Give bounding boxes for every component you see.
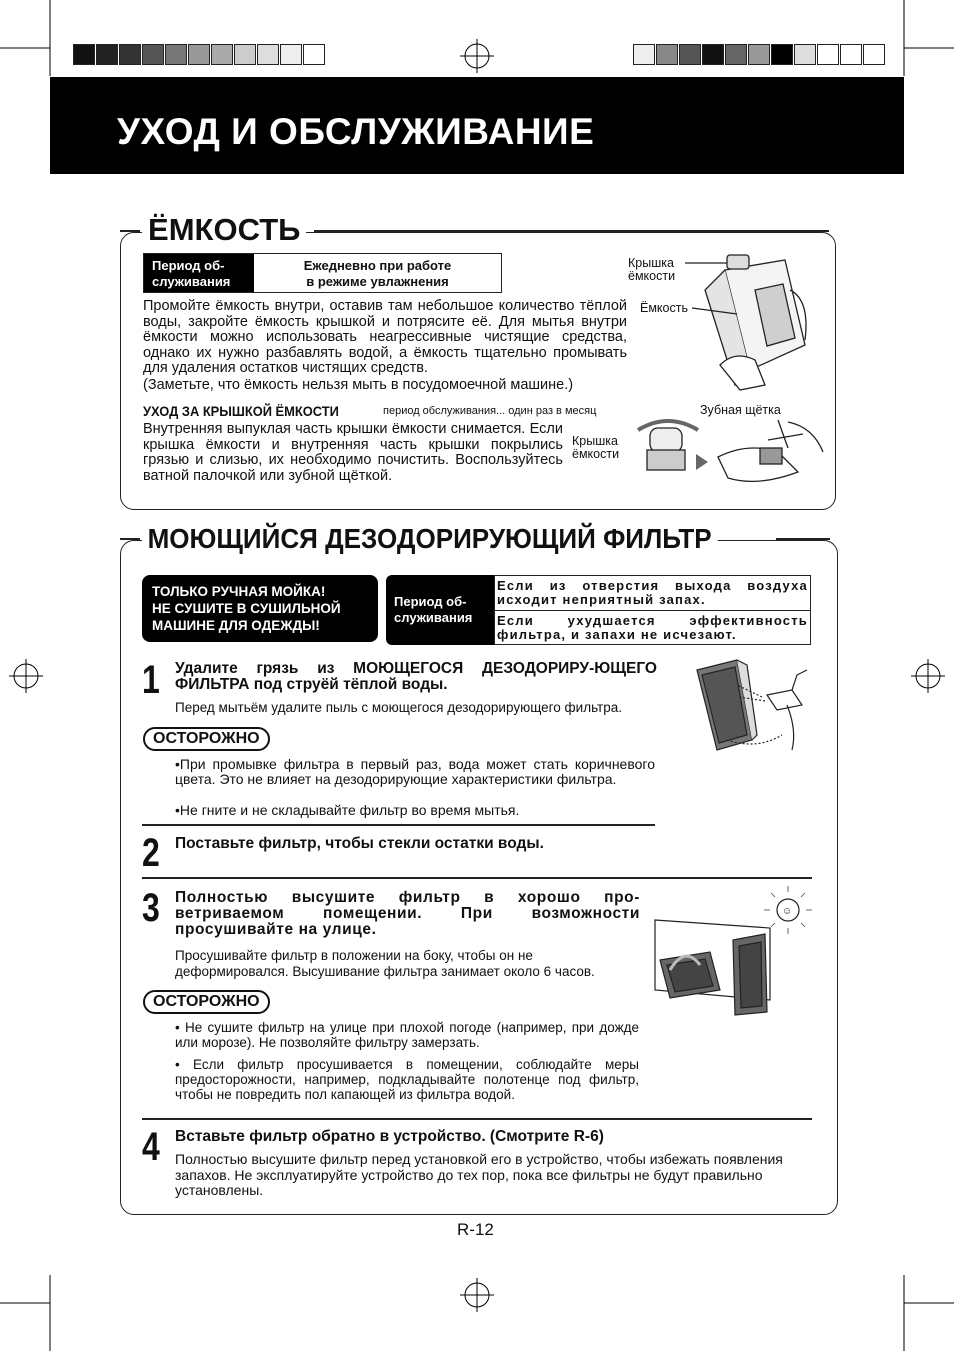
page-title: УХОД И ОБСЛУЖИВАНИЕ	[117, 111, 595, 152]
cap-heading-row	[143, 403, 643, 421]
cap-cleaning-illustration	[638, 412, 828, 492]
caution-badge-2: ОСТОРОЖНО	[143, 990, 270, 1014]
label-tank: Ёмкость	[640, 301, 688, 315]
tank-period-table	[143, 253, 502, 293]
caution-2-item-2: • Если фильтр просушивается в помещении, соблюдайте меры предосторожности, например, подкладывайте полотенце под фильтр, чтобы не повредить пол капающей из фильтра водой.	[175, 1057, 639, 1102]
step-2-number: 2	[142, 831, 160, 875]
step-1-body: Перед мытьём удалите пыль с моющегося дезодорирующего фильтра.	[175, 700, 623, 715]
period-values	[494, 575, 811, 645]
label-toothbrush: Зубная щётка	[700, 403, 781, 417]
caution-2-item-1: • Не сушите фильтр на улице при плохой погоде (например, при дожде или морозе). Не позволяйте фильтру замерзать.	[175, 1020, 639, 1050]
page-number: R-12	[457, 1220, 494, 1239]
step-2-heading: Поставьте фильтр, чтобы стекли остатки воды.	[175, 835, 544, 852]
step-4-heading: Вставьте фильтр обратно в устройство. (Смотрите R-6)	[175, 1128, 604, 1145]
cap-instructions: Внутренняя выпуклая часть крышки ёмкости снимается. Если крышка ёмкости и внутренняя часть крышки покрылись грязью и слизью, их необходимо почистить. Воспользуйтесь ватной палочкой или зубной щёткой.	[143, 421, 563, 484]
caution-badge-1: ОСТОРОЖНО	[143, 727, 270, 751]
title-rule	[120, 230, 140, 232]
svg-text:☺: ☺	[782, 906, 793, 917]
period-value-1: Если из отверстия выхода воздуха исходит неприятный запах.	[495, 576, 810, 611]
filter-section-title: МОЮЩИЙСЯ ДЕЗОДОРИРУЮЩИЙ ФИЛЬТР	[142, 522, 717, 556]
label-tank-cap: Крышка ёмкости	[628, 256, 676, 283]
step-4-number: 4	[142, 1125, 160, 1169]
cap-heading: УХОД ЗА КРЫШКОЙ ЁМКОСТИ	[143, 403, 339, 419]
step-3-heading: Полностью высушите фильтр в хорошо про-ветриваемом помещении. При возможности просушивайте на улице.	[175, 889, 640, 938]
cap-period: период обслуживания... один раз в месяц	[383, 405, 597, 417]
filter-drying-illustration	[655, 890, 815, 1020]
divider	[142, 877, 812, 879]
filter-rinse-illustration	[697, 655, 817, 755]
tank-note: (Заметьте, что ёмкость нельзя мыть в посудомоечной машине.)	[143, 377, 574, 393]
title-rule	[314, 230, 829, 232]
period-label: Период об- служивания	[144, 254, 254, 292]
page-header	[50, 77, 904, 174]
tank-illustration	[695, 250, 825, 390]
step-3-number: 3	[142, 886, 160, 930]
tank-section-title: ЁМКОСТЬ	[142, 212, 306, 248]
title-rule	[120, 538, 140, 540]
step-1-number: 1	[142, 658, 160, 702]
tank-instructions: Промойте ёмкость внутри, оставив там небольшое количество тёплой воды, закройте ёмкость крышкой и потрясите её. Для мытья внутри ёмкости можно использовать неагрессивные чистящие средства, однако их нужно разбавлять водой, а ёмкость тщательно промывать для удаления остатков чистящих средств.	[143, 298, 627, 376]
label-tank-cap-2: Крышка ёмкости	[572, 434, 620, 461]
step-3-body: Просушивайте фильтр в положении на боку, чтобы он не деформировался. Высушивание фильтра занимает около 6 часов.	[175, 948, 595, 979]
filter-period-table	[386, 575, 811, 645]
step-4-body: Полностью высушите фильтр перед установкой его в устройство, чтобы избежать появления запахов. Не эксплуатируйте устройство до тех пор, пока все фильтры не будут правильно установлены.	[175, 1151, 783, 1198]
period-value-2: Если ухудшается эффективность фильтра, и запахи не исчезают.	[497, 613, 808, 642]
caution-1-item-1: •При промывке фильтра в первый раз, вода может стать коричневого цвета. Это не влияет на дезодорирующие характеристики фильтра.	[175, 756, 655, 787]
caution-1-item-2: •Не гните и не складывайте фильтр во время мытья.	[175, 802, 520, 818]
period-label: Период об- служивания	[386, 575, 494, 645]
divider	[142, 1118, 812, 1120]
title-rule	[776, 538, 830, 540]
period-value: Ежедневно при работе в режиме увлажнения	[303, 258, 452, 289]
hand-wash-warning: ТОЛЬКО РУЧНАЯ МОЙКА! НЕ СУШИТЕ В СУШИЛЬНОЙ МАШИНЕ ДЛЯ ОДЕЖДЫ!	[142, 575, 378, 642]
step-1-heading: Удалите грязь из МОЮЩЕГОСЯ ДЕЗОДОРИРУ-ЮЩЕГО ФИЛЬТРА под струёй тёплой воды.	[175, 660, 657, 693]
divider	[142, 824, 655, 826]
